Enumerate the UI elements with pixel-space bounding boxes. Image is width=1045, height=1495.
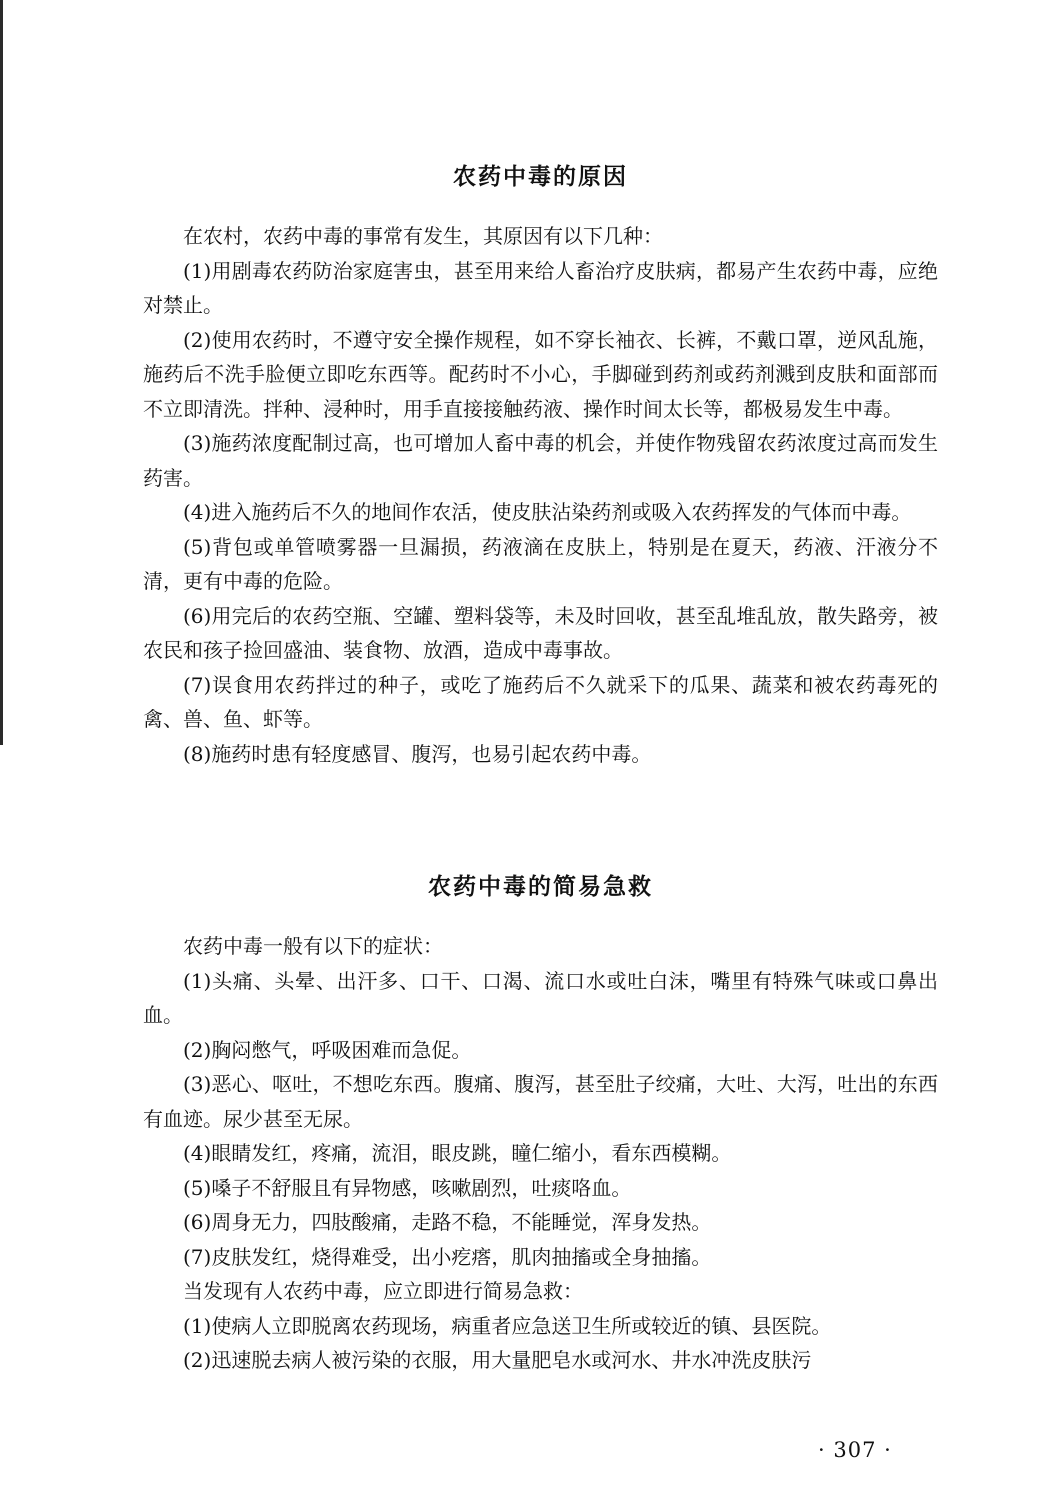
paragraph: (1)使病人立即脱离农药现场，病重者应急送卫生所或较近的镇、县医院。	[183, 1313, 832, 1338]
section-title-causes: 农药中毒的原因	[453, 164, 628, 190]
scan-edge-shadow	[0, 0, 3, 745]
paragraph: (8)施药时患有轻度感冒、腹泻，也易引起农药中毒。	[183, 741, 652, 766]
paragraph: (7)皮肤发红，烧得难受，出小疙瘩，肌肉抽搐或全身抽搐。	[183, 1244, 712, 1269]
paragraph: (2)迅速脱去病人被污染的衣服，用大量肥皂水或河水、井水冲洗皮肤污	[183, 1348, 812, 1372]
section-title-first-aid: 农药中毒的简易急救	[428, 874, 653, 900]
paragraph: (5)背包或单管喷雾器一旦漏损，药液滴在皮肤上，特别是在夏天，药液、汗液分不清，更有中毒的危险。	[143, 534, 938, 593]
section-first-aid-body	[143, 929, 938, 1378]
paragraph: (3)恶心、呕吐，不想吃东西。腹痛、腹泻，甚至肚子绞痛，大吐、大泻，吐出的东西有血迹。尿少甚至无尿。	[143, 1072, 938, 1131]
paragraph: (6)周身无力，四肢酸痛，走路不稳，不能睡觉，浑身发热。	[183, 1210, 712, 1234]
paragraph: (4)眼睛发红，疼痛，流泪，眼皮跳，瞳仁缩小，看东西模糊。	[183, 1141, 732, 1165]
paragraph: (1)头痛、头晕、出汗多、口干、口渴、流口水或吐白沫，嘴里有特殊气味或口鼻出血。	[143, 968, 938, 1027]
paragraph: 在农村，农药中毒的事常有发生，其原因有以下几种：	[183, 224, 663, 248]
paragraph: 当发现有人农药中毒，应立即进行简易急救：	[183, 1279, 583, 1303]
paragraph: (3)施药浓度配制过高，也可增加人畜中毒的机会，并使作物残留农药浓度过高而发生药害。	[143, 431, 938, 490]
paragraph: (2)使用农药时，不遵守安全操作规程，如不穿长袖衣、长裤，不戴口罩，逆风乱施，施药后不洗手脸便立即吃东西等。配药时不小心，手脚碰到药剂或药剂溅到皮肤和面部而不立即清洗。拌种、浸种时，用手直接接触药液、操作时间太长等，都极易发生中毒。	[143, 327, 938, 421]
paragraph: (1)用剧毒农药防治家庭害虫，甚至用来给人畜治疗皮肤病，都易产生农药中毒，应绝对禁止。	[143, 258, 938, 317]
paragraph: (5)嗓子不舒服且有异物感，咳嗽剧烈，吐痰咯血。	[183, 1175, 632, 1200]
paragraph: (4)进入施药后不久的地间作农活，使皮肤沾染药剂或吸入农药挥发的气体而中毒。	[183, 500, 912, 524]
paragraph: 农药中毒一般有以下的症状：	[183, 934, 443, 958]
paragraph: (2)胸闷憋气，呼吸困难而急促。	[183, 1037, 472, 1062]
paragraph: (6)用完后的农药空瓶、空罐、塑料袋等，未及时回收，甚至乱堆乱放，散失路旁，被农民和孩子捡回盛油、装食物、放酒，造成中毒事故。	[143, 603, 938, 662]
paragraph: (7)误食用农药拌过的种子，或吃了施药后不久就采下的瓜果、蔬菜和被农药毒死的禽、兽、鱼、虾等。	[143, 672, 938, 731]
section-causes-body	[143, 219, 938, 771]
page-number: · 307 ·	[818, 1438, 892, 1462]
